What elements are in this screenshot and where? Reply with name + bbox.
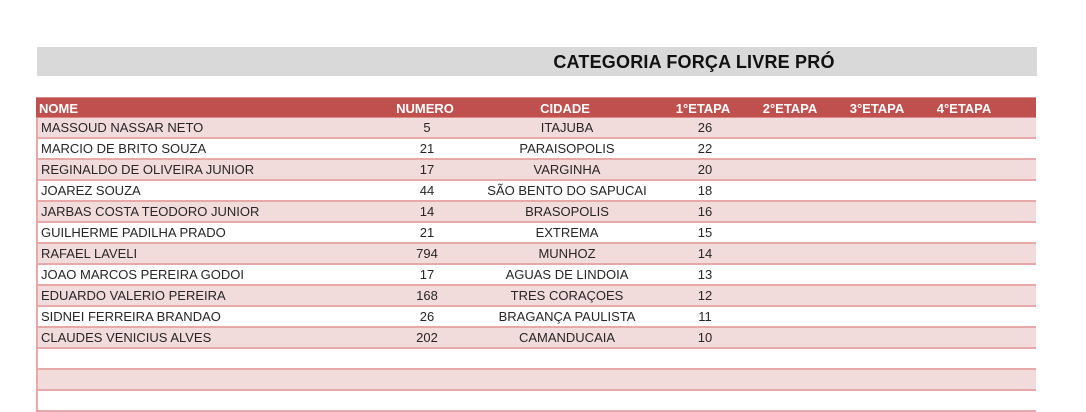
page-title: CATEGORIA FORÇA LIVRE PRÓ	[553, 52, 835, 72]
cell-cidade[interactable]: BRASOPOLIS	[525, 204, 609, 219]
table-header-row	[36, 97, 1055, 118]
cell-cidade[interactable]: PARAISOPOLIS	[519, 141, 615, 156]
cell-etapa-1[interactable]: 20	[697, 162, 713, 177]
cell-nome[interactable]: JOAREZ SOUZA	[41, 183, 141, 198]
cell-etapa-1[interactable]: 14	[697, 246, 713, 261]
cell-nome[interactable]: MASSOUD NASSAR NETO	[41, 120, 204, 135]
cell-nome[interactable]: REGINALDO DE OLIVEIRA JUNIOR	[41, 162, 255, 177]
cell-numero[interactable]: 17	[419, 267, 435, 282]
cell-numero[interactable]: 21	[419, 141, 435, 156]
title-bar	[37, 47, 1037, 76]
cell-numero[interactable]: 17	[419, 162, 435, 177]
cell-numero[interactable]: 794	[416, 246, 438, 261]
header-etapa-5[interactable]: 5	[1047, 101, 1055, 116]
cell-cidade[interactable]: BRAGANÇA PAULISTA	[498, 309, 636, 324]
table-row	[36, 244, 1036, 265]
header-cidade[interactable]: CIDADE	[540, 101, 590, 116]
cell-numero[interactable]: 21	[419, 225, 435, 240]
cell-etapa-1[interactable]: 16	[697, 204, 713, 219]
cell-nome[interactable]: RAFAEL LAVELI	[41, 246, 138, 261]
cell-numero[interactable]: 168	[416, 288, 438, 303]
table-row	[36, 139, 1036, 160]
table-row	[36, 223, 1036, 244]
cell-nome[interactable]: MARCIO DE BRITO SOUZA	[41, 141, 207, 156]
cell-nome[interactable]: GUILHERME PADILHA PRADO	[41, 225, 226, 240]
table-row	[36, 118, 1036, 139]
table-row-empty[interactable]	[36, 349, 1036, 370]
table-row	[36, 286, 1036, 307]
cell-etapa-1[interactable]: 13	[697, 267, 713, 282]
cell-etapa-1[interactable]: 15	[697, 225, 713, 240]
cell-nome[interactable]: EDUARDO VALERIO PEREIRA	[41, 288, 226, 303]
cell-cidade[interactable]: TRES CORAÇOES	[510, 288, 624, 303]
cell-cidade[interactable]: AGUAS DE LINDOIA	[505, 267, 629, 282]
cell-etapa-1[interactable]: 10	[697, 330, 713, 345]
cell-nome[interactable]: JOAO MARCOS PEREIRA GODOI	[41, 267, 244, 282]
cell-cidade[interactable]: SÃO BENTO DO SAPUCAI	[487, 183, 647, 198]
cell-cidade[interactable]: EXTREMA	[535, 225, 599, 240]
cell-cidade[interactable]: ITAJUBA	[540, 120, 594, 135]
cell-etapa-1[interactable]: 12	[697, 288, 713, 303]
cell-numero[interactable]: 5	[423, 120, 431, 135]
cell-nome[interactable]: SIDNEI FERREIRA BRANDAO	[41, 309, 221, 324]
cell-numero[interactable]: 26	[419, 309, 435, 324]
header-etapa-1[interactable]: 1°ETAPA	[675, 101, 731, 116]
cell-numero[interactable]: 44	[419, 183, 435, 198]
cell-nome[interactable]: CLAUDES VENICIUS ALVES	[41, 330, 212, 345]
header-etapa-3[interactable]: 3°ETAPA	[849, 101, 905, 116]
table-row-empty[interactable]	[36, 370, 1036, 391]
header-nome[interactable]: NOME	[39, 101, 78, 116]
cell-cidade[interactable]: VARGINHA	[533, 162, 601, 177]
table-row	[36, 160, 1036, 181]
table-row	[36, 181, 1036, 202]
header-etapa-2[interactable]: 2°ETAPA	[762, 101, 818, 116]
cell-etapa-1[interactable]: 22	[697, 141, 713, 156]
ranking-table	[36, 97, 1055, 412]
cell-etapa-1[interactable]: 26	[697, 120, 713, 135]
table-row-empty[interactable]	[36, 391, 1036, 412]
table-row	[36, 265, 1036, 286]
table-row	[36, 307, 1036, 328]
cell-etapa-1[interactable]: 11	[698, 309, 712, 324]
cell-numero[interactable]: 14	[419, 204, 435, 219]
table-row	[36, 202, 1036, 223]
cell-etapa-1[interactable]: 18	[697, 183, 713, 198]
cell-cidade[interactable]: CAMANDUCAIA	[518, 330, 616, 345]
table-row	[36, 328, 1036, 349]
cell-cidade[interactable]: MUNHOZ	[538, 246, 596, 261]
header-etapa-4[interactable]: 4°ETAPA	[936, 101, 992, 116]
cell-numero[interactable]: 202	[416, 330, 438, 345]
cell-nome[interactable]: JARBAS COSTA TEODORO JUNIOR	[41, 204, 260, 219]
header-numero[interactable]: NUMERO	[396, 101, 454, 116]
